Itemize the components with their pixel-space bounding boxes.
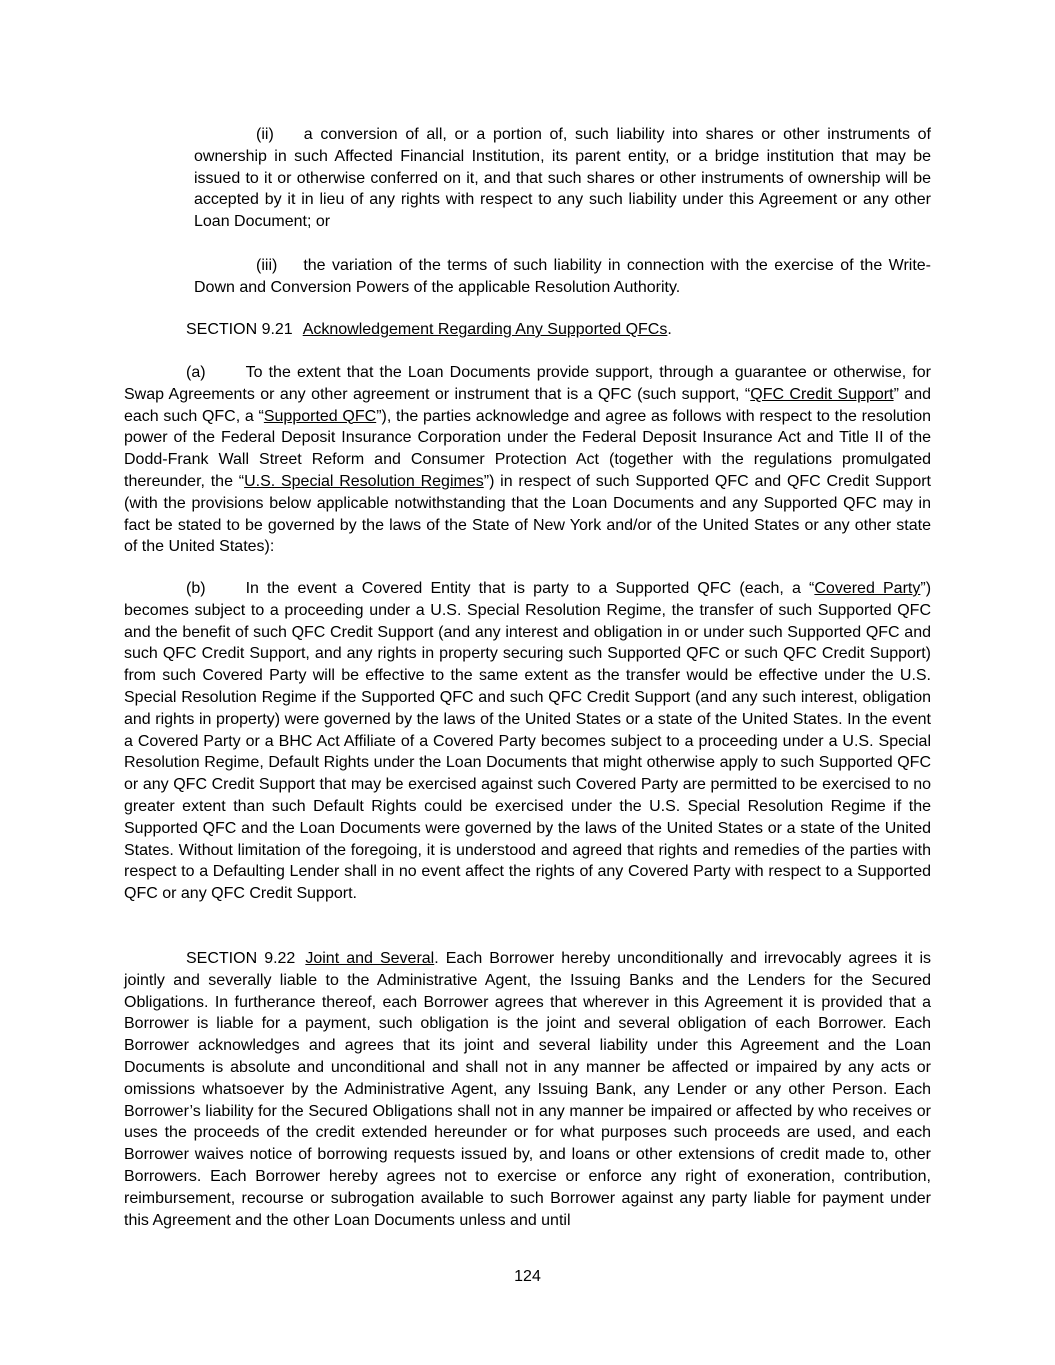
section-9-21-number: SECTION 9.21 (186, 321, 293, 338)
paragraph-b-marker: (b) (186, 580, 206, 597)
paragraph-b (124, 578, 931, 905)
section-9-22-title: Joint and Several (305, 950, 435, 967)
paragraph-b-text-1: In the event a Covered Entity that is party to a Supported QFC (each, a “ (245, 580, 815, 597)
clause-ii-marker: (ii) (256, 126, 274, 143)
defined-term-us-special-resolution-regimes: U.S. Special Resolution Regimes (244, 472, 484, 490)
clause-ii-text: a conversion of all, or a portion of, such liability into shares or other instruments of ownership in such Affected Financial Institution, its parent entity, or a bridge institution that may be issued to it or otherwise conferred on it, and that such shares or other instruments of ownership will be accepted by it in lieu of any rights with respect to any such liability under this Agreement or any other Loan Document; or (194, 126, 931, 231)
section-9-22-text: . Each Borrower hereby unconditionally and irrevocably agrees it is jointly and severally liable to the Administrative Agent, the Issuing Banks and the Lenders for the Secured Obligations. In furtherance thereof, each Borrower agrees that wherever in this Agreement it is provided that a Borrower is liable for a payment, such obligation is the joint and several obligation of each Borrower. Each Borrower acknowledges and agrees that its joint and several liability under this Agreement and the Loan Documents is absolute and unconditional and shall not in any manner be affected or impaired by any acts or omissions whatsoever by the Administrative Agent, any Issuing Bank, any Lender or any other Person. Each Borrower’s liability for the Secured Obligations shall not in any manner be impaired or affected by who receives or uses the proceeds of the credit extended hereunder or for what purposes such proceeds are used, and each Borrower waives notice of borrowing requests issued by, and loans or other extensions of credit made to, other Borrowers. Each Borrower hereby agrees not to exercise or enforce any right of exoneration, contribution, reimbursement, recourse or subrogation available to such Borrower against any party liable for payment under this Agreement and the other Loan Documents unless and until (124, 950, 932, 1229)
paragraph-b-text-2: ”) becomes subject to a proceeding under a U.S. Special Resolution Regime, the transfer of such Supported QFC and the benefit of such QFC Credit Support (and any interest and obligation in or under such Supported QFC and such QFC Credit Support, and any rights in property securing such Supported QFC or such QFC Credit Support) from such Covered Party will be effective to the same extent as the transfer would be effective under the U.S. Special Resolution Regime if the Supported QFC and such QFC Credit Support (and any such interest, obligation and rights in property) were governed by the laws of the United States or a state of the United States. In the event a Covered Party or a BHC Act Affiliate of a Covered Party becomes subject to a proceeding under a U.S. Special Resolution Regime, Default Rights under the Loan Documents that might otherwise apply to such Supported QFC or any QFC Credit Support that may be exercised against such Covered Party are permitted to be exercised to no greater extent than such Default Rights could be exercised under the U.S. Special Resolution Regime if the Supported QFC and the Loan Documents were governed by the laws of the United States or a state of the United States. Without limitation of the foregoing, it is understood and agreed that rights and remedies of the parties with respect to a Defaulting Lender shall in no event affect the rights of any Covered Party with respect to a Supported QFC or any QFC Credit Support. (124, 580, 932, 903)
section-9-21-title: Acknowledgement Regarding Any Supported QFCs (302, 321, 668, 338)
paragraph-a-marker: (a) (186, 364, 206, 381)
page-number: 124 (514, 1268, 541, 1285)
clause-iii (194, 255, 931, 299)
paragraph-a-text-3: ”), the parties acknowledge and agree as follows with respect to the resolution power of the Federal Deposit Insurance Corporation under the Federal Deposit Insurance Act and Title II of the Dodd-Frank Wall Street Reform and Consumer Protection Act (together with the regulations promulgated thereunder, the “ (124, 407, 932, 490)
section-9-22 (124, 948, 931, 1231)
clause-ii (194, 124, 931, 233)
section-9-21-end: . (667, 321, 672, 338)
clause-iii-text: the variation of the terms of such liability in connection with the exercise of the Write-Down and Conversion Powers of the applicable Resolution Authority. (194, 257, 931, 296)
section-9-22-number: SECTION 9.22 (186, 950, 296, 967)
paragraph-a (124, 362, 931, 558)
defined-term-supported-qfc: Supported QFC (263, 407, 377, 425)
section-9-21-heading (124, 319, 931, 341)
clause-iii-marker: (iii) (256, 257, 278, 274)
paragraph-a-text-4: ”) in respect of such Supported QFC and QFC Credit Support (with the provisions below applicable notwithstanding that the Loan Documents and any Supported QFC may in fact be stated to be governed by the laws of the State of New York and/or of the United States or any other state of the United States): (124, 472, 931, 556)
paragraph-a-text-2: ” and each such QFC, a “ (124, 385, 932, 425)
paragraph-a-text-1: To the extent that the Loan Documents provide support, through a guarantee or otherwise, for Swap Agreements or any other agreement or instrument that is a QFC (such support, “ (124, 364, 931, 403)
defined-term-qfc-credit-support: QFC Credit Support (750, 385, 894, 403)
defined-term-covered-party: Covered Party (814, 580, 921, 597)
